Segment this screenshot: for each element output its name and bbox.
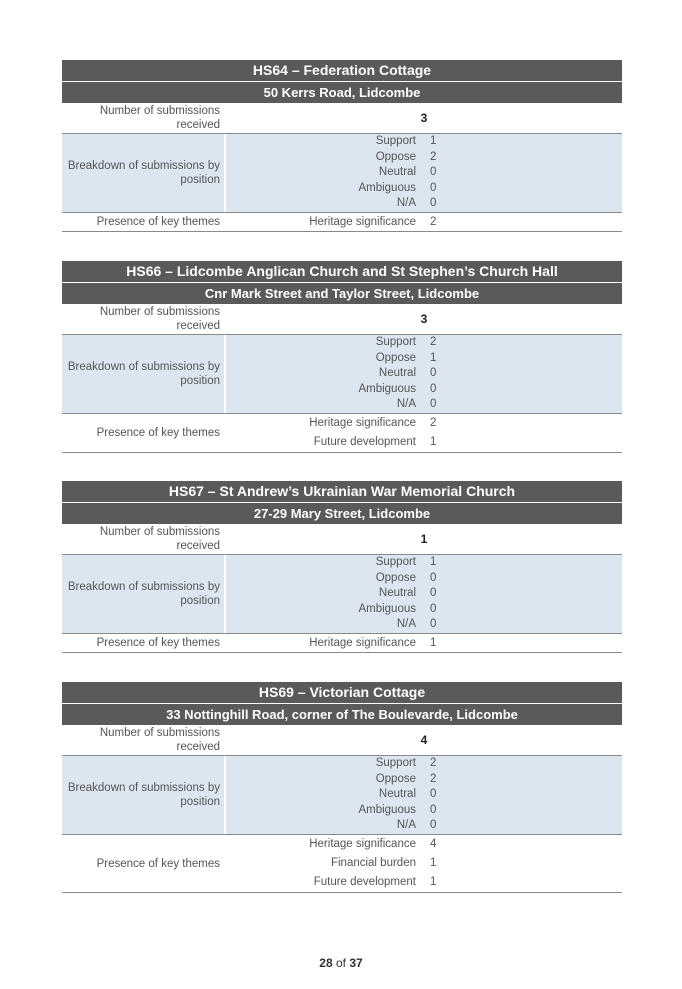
submissions-label: Number of submissions received bbox=[99, 306, 220, 332]
table-address: 50 Kerrs Road, Lidcombe bbox=[62, 82, 622, 103]
table-address: 33 Nottinghill Road, corner of The Boulevarde, Lidcombe bbox=[62, 704, 622, 725]
position-ambiguous: Ambiguous 0 bbox=[358, 602, 437, 615]
themes-label: Presence of key themes bbox=[96, 216, 220, 228]
position-neutral: Neutral 0 bbox=[378, 788, 437, 801]
heritage-table-hs66 bbox=[62, 261, 622, 453]
submissions-count: 3 bbox=[420, 312, 428, 326]
theme-item: Heritage significance 1 bbox=[309, 636, 437, 649]
themes-label: Presence of key themes bbox=[96, 857, 220, 870]
submissions-row bbox=[62, 304, 622, 335]
breakdown-label: Breakdown of submissions by position bbox=[67, 160, 220, 186]
breakdown-row bbox=[62, 756, 622, 835]
submissions-row bbox=[62, 725, 622, 756]
page-number bbox=[0, 956, 682, 970]
position-na: N/A 0 bbox=[396, 618, 437, 631]
position-neutral: Neutral 0 bbox=[378, 367, 437, 380]
position-oppose: Oppose 2 bbox=[375, 772, 437, 785]
submissions-count: 1 bbox=[420, 532, 428, 546]
breakdown-label: Breakdown of submissions by position bbox=[67, 782, 220, 808]
breakdown-label: Breakdown of submissions by position bbox=[67, 581, 220, 607]
submissions-label: Number of submissions received bbox=[99, 105, 220, 131]
heritage-table-hs64 bbox=[62, 60, 622, 232]
submissions-label: Number of submissions received bbox=[99, 526, 220, 552]
position-na: N/A 0 bbox=[396, 819, 437, 832]
page-of: of bbox=[335, 956, 346, 970]
submissions-label: Number of submissions received bbox=[99, 727, 220, 753]
position-oppose: Oppose 0 bbox=[375, 571, 437, 584]
position-ambiguous: Ambiguous 0 bbox=[358, 181, 437, 194]
position-na: N/A 0 bbox=[396, 398, 437, 411]
theme-item: Heritage significance 2 bbox=[309, 215, 437, 228]
table-title: HS64 – Federation Cottage bbox=[62, 60, 622, 82]
table-title: HS69 – Victorian Cottage bbox=[62, 682, 622, 704]
position-oppose: Oppose 2 bbox=[375, 150, 437, 163]
themes-row bbox=[62, 414, 622, 453]
submissions-row bbox=[62, 103, 622, 134]
theme-item: Future development 1 bbox=[313, 436, 437, 448]
position-support: Support 2 bbox=[375, 757, 437, 770]
position-support: Support 1 bbox=[375, 556, 437, 569]
themes-row bbox=[62, 634, 622, 653]
themes-row bbox=[62, 213, 622, 232]
submissions-count: 4 bbox=[420, 733, 428, 747]
table-title: HS67 – St Andrew’s Ukrainian War Memorial Church bbox=[62, 481, 622, 503]
position-ambiguous: Ambiguous 0 bbox=[358, 382, 437, 395]
breakdown-label: Breakdown of submissions by position bbox=[67, 361, 220, 387]
submissions-row bbox=[62, 524, 622, 555]
position-ambiguous: Ambiguous 0 bbox=[358, 803, 437, 816]
theme-item: Future development 1 bbox=[313, 876, 437, 888]
position-neutral: Neutral 0 bbox=[378, 587, 437, 600]
table-address: Cnr Mark Street and Taylor Street, Lidcombe bbox=[62, 283, 622, 304]
total-pages: 37 bbox=[349, 956, 363, 970]
position-support: Support 1 bbox=[375, 135, 437, 148]
theme-item: Financial burden 1 bbox=[330, 857, 437, 869]
submissions-count: 3 bbox=[420, 111, 428, 125]
heritage-table-hs67 bbox=[62, 481, 622, 653]
position-neutral: Neutral 0 bbox=[378, 166, 437, 179]
themes-label: Presence of key themes bbox=[96, 637, 220, 649]
heritage-table-hs69 bbox=[62, 682, 622, 893]
themes-row bbox=[62, 835, 622, 893]
theme-item: Heritage significance 2 bbox=[309, 417, 437, 429]
current-page: 28 bbox=[319, 956, 333, 970]
themes-label: Presence of key themes bbox=[96, 427, 220, 439]
theme-item: Heritage significance 4 bbox=[309, 838, 437, 850]
breakdown-row bbox=[62, 134, 622, 213]
breakdown-row bbox=[62, 335, 622, 414]
position-support: Support 2 bbox=[375, 336, 437, 349]
table-address: 27-29 Mary Street, Lidcombe bbox=[62, 503, 622, 524]
position-oppose: Oppose 1 bbox=[375, 351, 437, 364]
position-na: N/A 0 bbox=[396, 197, 437, 210]
table-title: HS66 – Lidcombe Anglican Church and St Stephen’s Church Hall bbox=[62, 261, 622, 283]
breakdown-row bbox=[62, 555, 622, 634]
